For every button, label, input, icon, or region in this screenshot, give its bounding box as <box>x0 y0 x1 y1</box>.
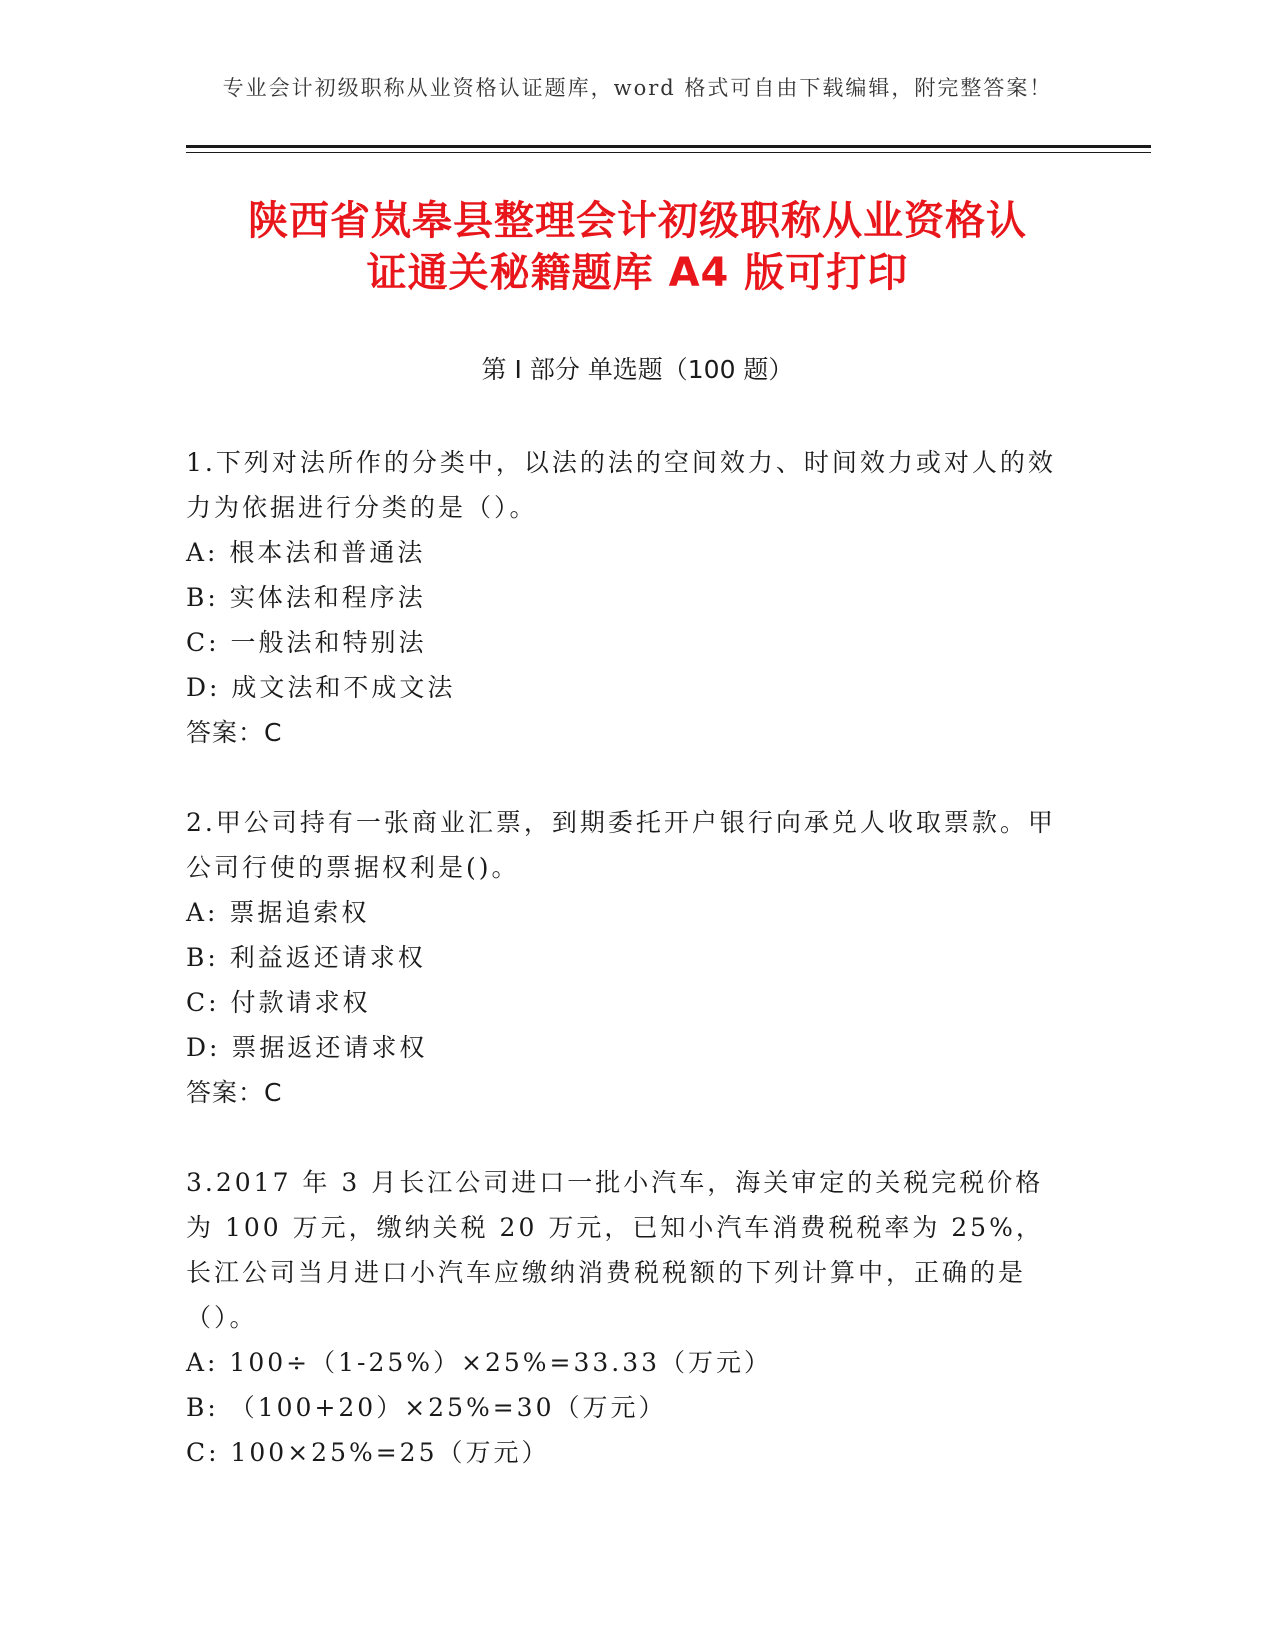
option-a: A: 票据追索权 <box>186 898 370 927</box>
question-3 <box>186 1160 1066 1475</box>
document-title <box>140 195 1135 299</box>
header-divider-thin <box>186 152 1151 153</box>
option-d: D: 票据返还请求权 <box>186 1033 428 1062</box>
answer: 答案：C <box>186 1078 283 1107</box>
question-2 <box>186 800 1066 1115</box>
page-header: 专业会计初级职称从业资格认证题库，word 格式可自由下载编辑，附完整答案！ <box>222 76 1053 100</box>
option-b: B: 利益返还请求权 <box>186 943 426 972</box>
answer: 答案：C <box>186 718 283 747</box>
option-c: C: 一般法和特别法 <box>186 628 427 657</box>
question-list <box>186 440 1066 1520</box>
document-title-line-2: 证通关秘籍题库 A4 版可打印 <box>366 250 909 296</box>
option-b: B: （100+20）×25%=30（万元） <box>186 1393 667 1422</box>
question-1 <box>186 440 1066 755</box>
document-title-line-1: 陕西省岚皋县整理会计初级职称从业资格认 <box>248 198 1027 244</box>
header-divider <box>186 145 1151 148</box>
option-c: C: 100×25%=25（万元） <box>186 1438 550 1467</box>
question-stem: 2.甲公司持有一张商业汇票，到期委托开户银行向承兑人收取票款。甲公司行使的票据权利是()。 <box>186 808 1056 882</box>
section-title: 第 I 部分 单选题（100 题） <box>481 355 794 384</box>
question-stem: 1.下列对法所作的分类中，以法的法的空间效力、时间效力或对人的效力为依据进行分类的是（）。 <box>186 448 1056 522</box>
option-a: A: 100÷（1-25%）×25%=33.33（万元） <box>186 1348 773 1377</box>
option-b: B: 实体法和程序法 <box>186 583 426 612</box>
option-d: D: 成文法和不成文法 <box>186 673 456 702</box>
option-c: C: 付款请求权 <box>186 988 371 1017</box>
question-stem: 3.2017 年 3 月长江公司进口一批小汽车，海关审定的关税完税价格为 100 万元，缴纳关税 20 万元，已知小汽车消费税税率为 25%，长江公司当月进口小汽车应缴纳消费税税额的下列计算中，正确的是（）。 <box>186 1168 1044 1332</box>
option-a: A: 根本法和普通法 <box>186 538 426 567</box>
